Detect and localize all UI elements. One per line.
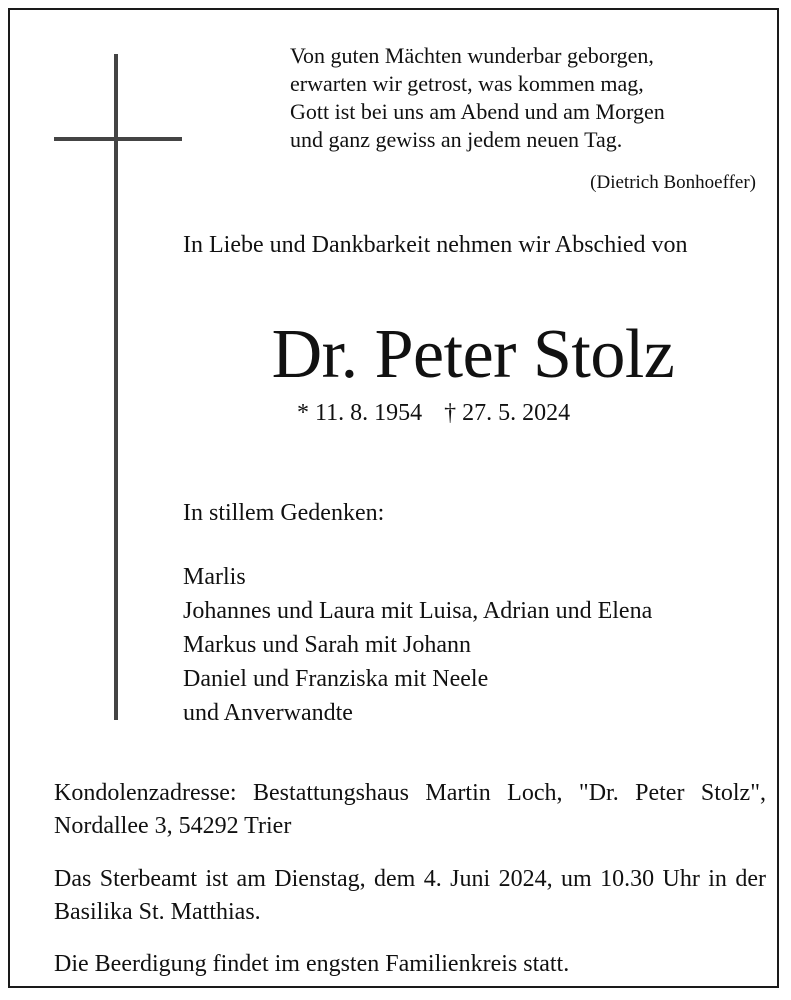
cross-vertical-bar [114,54,118,720]
mourner-line: Markus und Sarah mit Johann [183,632,471,658]
obituary-frame [8,8,779,988]
poem-author: (Dietrich Bonhoeffer) [590,172,756,193]
mourners-list [183,560,652,730]
mourner-line: Marlis [183,564,246,590]
poem-line: Von guten Mächten wunderbar geborgen, [290,43,654,68]
life-dates [297,400,570,427]
service-notice: Das Sterbeamt ist am Dienstag, dem 4. Juni 2024, um 10.30 Uhr in der Basilika St. Matthias. [54,866,766,925]
intro-text: In Liebe und Dankbarkeit nehmen wir Abschied von [183,232,688,258]
condolence-address: Kondolenzadresse: Bestattungshaus Martin Loch, "Dr. Peter Stolz", Nordallee 3, 54292 Trier [54,780,766,839]
gedenken-heading: In stillem Gedenken: [183,500,385,526]
deceased-name: Dr. Peter Stolz [271,316,675,393]
death-date: † 27. 5. 2024 [444,400,571,426]
poem-line: und ganz gewiss an jedem neuen Tag. [290,127,623,152]
birth-date: * 11. 8. 1954 [297,400,423,426]
mourner-line: Daniel und Franziska mit Neele [183,666,489,692]
mourner-line: und Anverwandte [183,700,353,726]
poem-line: erwarten wir getrost, was kommen mag, [290,71,644,96]
mourner-line: Johannes und Laura mit Luisa, Adrian und Elena [183,598,653,624]
burial-notice: Die Beerdigung findet im engsten Familienkreis statt. [54,951,570,977]
poem [290,42,760,154]
cross-horizontal-bar [54,137,182,141]
poem-line: Gott ist bei uns am Abend und am Morgen [290,99,665,124]
